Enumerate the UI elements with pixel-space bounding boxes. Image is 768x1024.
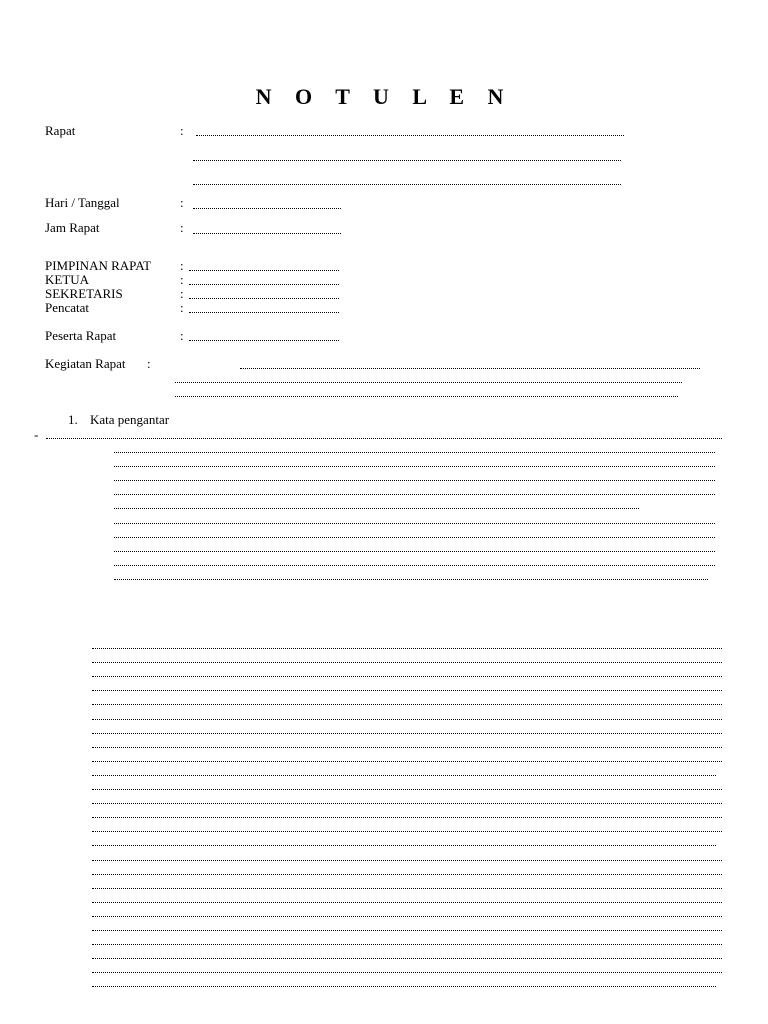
fill-line-b-5[interactable] <box>92 691 722 705</box>
hari-tanggal-fill[interactable] <box>193 195 341 209</box>
fill-line-a-5[interactable] <box>114 495 639 509</box>
fill-line-b-23[interactable] <box>92 945 722 959</box>
label-peserta-rapat: Peserta Rapat <box>45 328 117 343</box>
kegiatan-rapat-fill-3[interactable] <box>175 383 678 397</box>
fill-line-b-1[interactable] <box>92 635 722 649</box>
colon-pencatat: : <box>180 300 184 315</box>
colon-rapat: : <box>180 123 184 138</box>
colon-ketua: : <box>180 272 184 287</box>
fill-line-b-18[interactable] <box>92 875 722 889</box>
fill-line-b-3[interactable] <box>92 663 722 677</box>
sekretaris-fill[interactable] <box>189 285 339 299</box>
peserta-rapat-fill[interactable] <box>189 327 339 341</box>
rapat-fill-line-3[interactable] <box>193 171 621 185</box>
fill-line-a-1[interactable] <box>114 439 715 453</box>
colon-peserta-rapat: : <box>180 328 184 343</box>
fill-line-b-16[interactable] <box>92 847 722 861</box>
fill-line-a-3[interactable] <box>114 467 715 481</box>
label-rapat: Rapat <box>45 123 76 138</box>
ketua-fill[interactable] <box>189 271 339 285</box>
colon-pimpinan-rapat: : <box>180 258 184 273</box>
fill-line-b-4[interactable] <box>92 677 722 691</box>
fill-line-b-19[interactable] <box>92 889 722 903</box>
fill-line-b-14[interactable] <box>92 818 722 832</box>
fill-line-a0[interactable] <box>46 425 722 439</box>
fill-line-a-9[interactable] <box>114 552 715 566</box>
colon-hari-tanggal: : <box>180 195 184 210</box>
colon-sekretaris: : <box>180 286 184 301</box>
label-kegiatan-rapat: Kegiatan Rapat <box>45 356 126 371</box>
fill-line-b-7[interactable] <box>92 720 722 734</box>
fill-line-a-8[interactable] <box>114 538 715 552</box>
label-pimpinan-rapat: PIMPINAN RAPAT <box>45 258 152 273</box>
label-sekretaris: SEKRETARIS <box>45 286 123 301</box>
list-item-kata-pengantar: Kata pengantar <box>90 412 170 427</box>
fill-line-b-15[interactable] <box>92 832 716 846</box>
fill-line-b-20[interactable] <box>92 903 722 917</box>
pimpinan-rapat-fill[interactable] <box>189 257 339 271</box>
fill-line-b-6[interactable] <box>92 706 722 720</box>
jam-rapat-fill[interactable] <box>193 220 341 234</box>
fill-line-b-12[interactable] <box>92 790 722 804</box>
fill-line-b-2[interactable] <box>92 649 722 663</box>
kegiatan-rapat-fill-2[interactable] <box>175 369 682 383</box>
kegiatan-rapat-fill-1[interactable] <box>240 355 700 369</box>
fill-line-b-17[interactable] <box>92 861 722 875</box>
colon-jam-rapat: : <box>180 220 184 235</box>
fill-line-a-10[interactable] <box>114 566 708 580</box>
fill-line-b-24[interactable] <box>92 959 722 973</box>
pencatat-fill[interactable] <box>189 299 339 313</box>
fill-line-a-6[interactable] <box>114 510 715 524</box>
fill-line-b-13[interactable] <box>92 804 722 818</box>
document-title: N O T U L E N <box>255 84 513 109</box>
label-hari-tanggal: Hari / Tanggal <box>45 195 120 210</box>
list-item-number: 1. <box>68 412 78 427</box>
fill-line-b-21[interactable] <box>92 917 722 931</box>
dash-marker: - <box>34 427 39 442</box>
colon-kegiatan-rapat: : <box>147 356 151 371</box>
label-jam-rapat: Jam Rapat <box>45 220 100 235</box>
fill-line-b-9[interactable] <box>92 748 722 762</box>
fill-line-a-7[interactable] <box>114 524 715 538</box>
label-ketua: KETUA <box>45 272 90 287</box>
rapat-fill-line-1[interactable] <box>196 122 624 136</box>
fill-line-b-10[interactable] <box>92 762 716 776</box>
fill-line-a-4[interactable] <box>114 481 715 495</box>
label-pencatat: Pencatat <box>45 300 90 315</box>
fill-line-b-22[interactable] <box>92 931 722 945</box>
fill-line-b-11[interactable] <box>92 776 722 790</box>
rapat-fill-line-2[interactable] <box>193 147 621 161</box>
fill-line-b-8[interactable] <box>92 734 722 748</box>
fill-line-b-25[interactable] <box>92 973 716 987</box>
fill-line-a-2[interactable] <box>114 453 715 467</box>
